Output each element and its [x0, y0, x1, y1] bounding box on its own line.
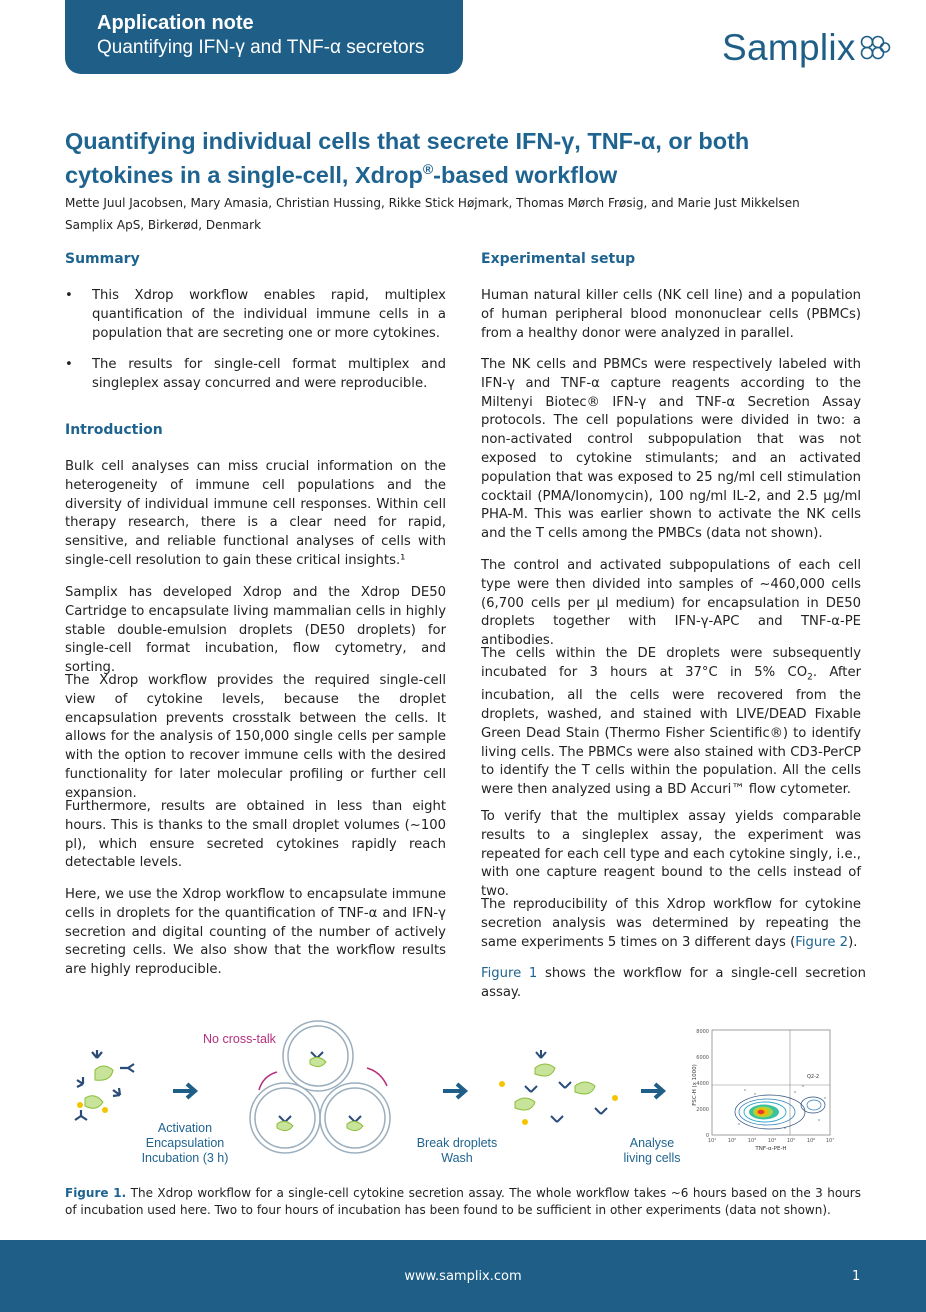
- step1-label: Incubation (3 h): [141, 1151, 229, 1165]
- plot-ylabel: FSC-H (x 1000): [692, 1064, 698, 1106]
- figure-2-link[interactable]: Figure 2: [795, 934, 849, 950]
- figure-1-link[interactable]: Figure 1: [481, 966, 538, 981]
- intro-paragraph: Bulk cell analyses can miss crucial information on the heterogeneity of immune cell populations and the diversity of individual immune cell responses. Within cell therapy research, there is a clear need for rapid, sensitive, and reliable functional analyses of cells with single-cell resolution to gain these critical insights.¹: [65, 459, 446, 568]
- plot-xlabel: TNF-α-PE-H: [755, 1146, 787, 1152]
- step2-label: Break droplets: [416, 1136, 498, 1150]
- plot-ytick: 0: [705, 1133, 709, 1139]
- plot-xtick: 10³: [747, 1138, 757, 1144]
- no-crosstalk-label: No cross-talk: [203, 1032, 276, 1046]
- page-number: 1: [852, 1269, 861, 1284]
- intro-paragraph: Samplix has developed Xdrop and the Xdrop DE50 Cartridge to encapsulate living mammalian cells in highly stable double-emulsion droplets (DE50 droplets) for single-cell format incubation, flow cytometry, and sorting.: [65, 585, 446, 676]
- summary-bullet: • This Xdrop workflow enables rapid, multiplex quantification of the individual immune cells in a population that are secreting one or more cytokines.: [65, 287, 446, 343]
- step1-label: Activation: [157, 1121, 213, 1135]
- plot-xtick: 10⁴: [767, 1138, 777, 1144]
- setup-paragraph: Figure 1 shows the workflow for a single-cell secretion assay.: [481, 966, 866, 1000]
- plot-ytick: 2000: [696, 1107, 709, 1113]
- title-line-1: Quantifying individual cells that secrete IFN-γ, TNF-α, or both: [65, 128, 750, 154]
- workflow-figure: [55, 1020, 885, 1180]
- summary-heading: Summary: [65, 251, 140, 267]
- caption-text: The Xdrop workflow for a single-cell cytokine secretion assay. The whole workflow takes ~6 hours based on the 3 hours of incubation used here. Two to four hours of incubation has been found to be sufficient in other experiments (data not shown).: [65, 1186, 861, 1217]
- footer-bar: [0, 1240, 926, 1312]
- flow-cytometry-plot: [692, 1029, 834, 1152]
- setup-heading: Experimental setup: [481, 251, 636, 267]
- plot-xtick: 10¹: [707, 1138, 717, 1144]
- setup-paragraph: To verify that the multiplex assay yields comparable results to a singleplex assay, the experiment was repeated for each cell type and each cytokine singly, i.e., with one capture reagent bound to the cells instead of two.: [481, 809, 861, 900]
- plot-xtick: 10⁷: [825, 1138, 835, 1144]
- plot-xtick: 10²: [727, 1138, 737, 1144]
- arrow-icon: [641, 1084, 663, 1098]
- introduction-heading: Introduction: [65, 422, 163, 438]
- tab-subtitle: Quantifying IFN-γ and TNF-α secretors: [97, 37, 425, 58]
- setup-paragraph: The NK cells and PBMCs were respectively labeled with IFN-γ and TNF-α capture reagents according to the Miltenyi Biotec® IFN-γ and TNF-α Secretion Assay protocols. The cell populations were divided in two: a non-activated control subpopulation that was not exposed to cytokine stimulants; and an activated population that was exposed to 25 ng/ml cell stimulation cocktail (PMA/Ionomycin), 100 ng/ml IL-2, and 2.5 µg/ml PHA-M. This was earlier shown to activate the NK cells and the T cells among the PMBCs (data not shown).: [481, 357, 861, 542]
- plot-ytick: 6000: [696, 1055, 709, 1061]
- header-tab: [65, 0, 463, 74]
- setup-paragraph: The reproducibility of this Xdrop workflow for cytokine secretion analysis was determined by repeating the same experiments 5 times on 3 different days (Figure 2).: [481, 897, 861, 950]
- arrow-icon: [173, 1084, 195, 1098]
- authors: Mette Juul Jacobsen, Mary Amasia, Christian Hussing, Rikke Stick Højmark, Thomas Mørch Frøsig, and Marie Just Mikkelsen: [65, 196, 800, 210]
- intro-paragraph: Here, we use the Xdrop workflow to encapsulate immune cells in droplets for the quantification of TNF-α and IFN-γ secretion and digital counting of the number of actively secreting cells. We also show that the workflow results are highly reproducible.: [65, 887, 446, 978]
- footer-url-link[interactable]: www.samplix.com: [404, 1269, 522, 1284]
- setup-paragraph: Human natural killer cells (NK cell line) and a population of human peripheral blood mononuclear cells (PBMCs) from a healthy donor were analyzed in parallel.: [481, 288, 861, 341]
- logo-text: Samplix: [722, 27, 856, 68]
- plot-region-label: Q2-2: [807, 1074, 820, 1080]
- setup-paragraph: The control and activated subpopulations of each cell type were then divided into samples of ~460,000 cells (6,700 cells per µl medium) for encapsulation in DE50 droplets together with IFN-γ-APC and TNF-α-PE antibodies.: [481, 558, 861, 649]
- title-line-2: cytokines in a single-cell, Xdrop®-based workflow: [65, 161, 618, 188]
- arrow-icon: [443, 1084, 465, 1098]
- step2-label: Wash: [441, 1151, 473, 1165]
- plot-xtick: 10⁵: [786, 1138, 796, 1144]
- summary-bullet: • The results for single-cell format multiplex and singleplex assay concurred and were reproducible.: [65, 356, 446, 394]
- plot-ytick: 4000: [696, 1081, 709, 1087]
- step1-label: Encapsulation: [145, 1136, 225, 1150]
- caption-label: Figure 1.: [65, 1186, 127, 1200]
- setup-paragraph: The cells within the DE droplets were subsequently incubated for 3 hours at 37°C in 5% $CO_2$. After incubation, all the cells were recovered from the droplets, washed, and stained with LIVE/DEAD Fixable Green Dead Stain (Thermo Fisher Scientific®) to identify living cells. The PBMCs were also stained with CD3-PerCP to identify the T cells within the population. All the cells were then analyzed using a BD Accuri™ flow cytometer.: [481, 646, 861, 798]
- step3-label: living cells: [623, 1151, 681, 1165]
- plot-ytick: 8000: [696, 1029, 709, 1035]
- figure-caption: [65, 1185, 861, 1219]
- plot-xtick: 10⁶: [806, 1138, 816, 1144]
- released-cells-illustration: [499, 1050, 618, 1125]
- initial-cells-illustration: [75, 1050, 134, 1120]
- affiliation: Samplix ApS, Birkerød, Denmark: [65, 218, 262, 232]
- logo-rings-icon: [859, 35, 891, 61]
- step3-label: Analyse: [629, 1136, 675, 1150]
- samplix-logo: [722, 26, 891, 70]
- intro-paragraph: The Xdrop workflow provides the required single-cell view of cytokine levels, because the droplet encapsulation prevents crosstalk between the cells. It allows for the analysis of 150,000 single cells per sample with the option to recover immune cells with the desired functionality for later molecular profiling or further cell expansion.: [65, 673, 446, 801]
- intro-paragraph: Furthermore, results are obtained in less than eight hours. This is thanks to the small droplet volumes (~100 pl), which ensure secreted cytokines rapidly reach detectable levels.: [65, 799, 446, 871]
- page-title: [65, 127, 865, 189]
- tab-title: Application note: [97, 12, 254, 34]
